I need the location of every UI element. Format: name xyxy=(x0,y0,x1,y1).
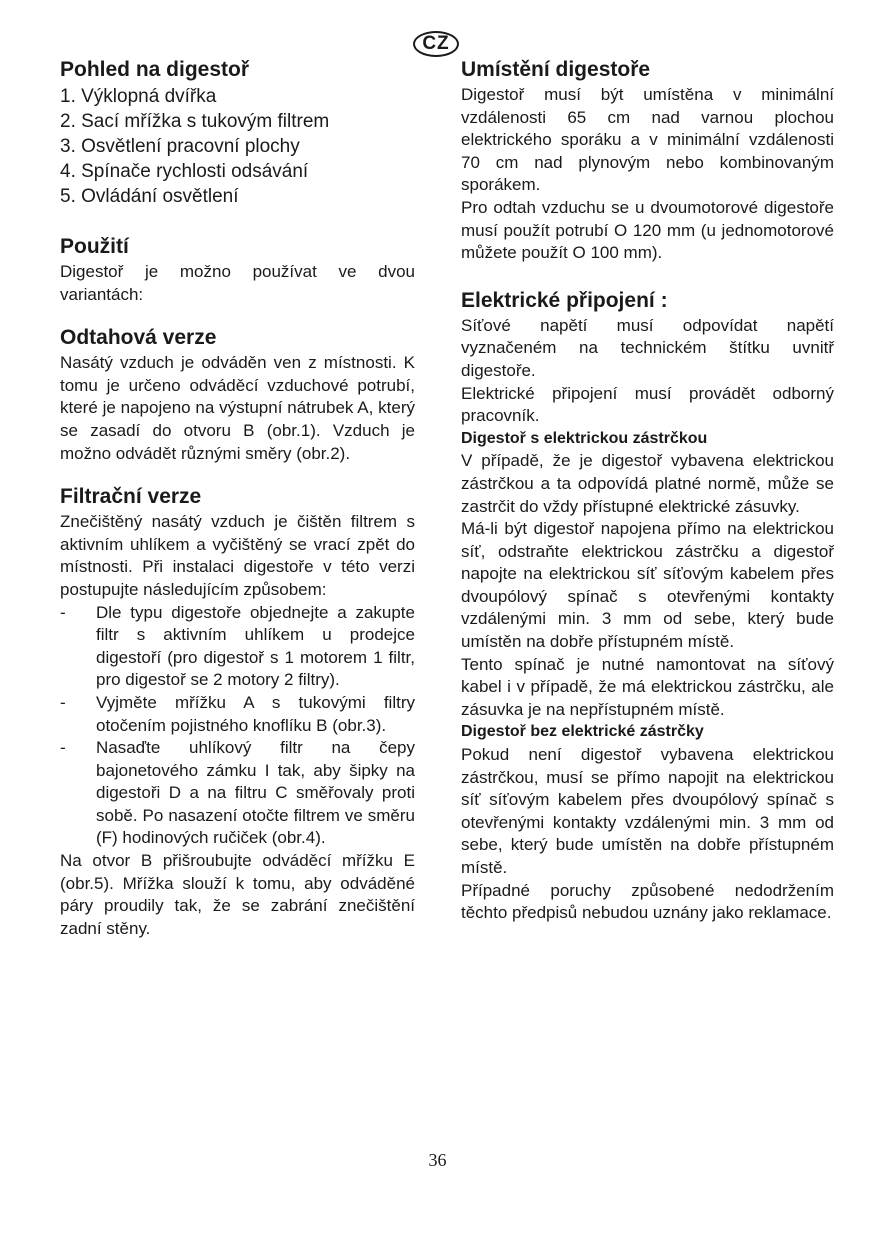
bullet-text: Dle typu digestoře objednejte a zakupte filtr s aktivním uhlíkem u prodejce digestoří (pro digestoř s 1 motorem 1 filtr, pro digestoř se 2 motory 2 filtry). xyxy=(96,602,415,690)
heading-placement: Umístění digestoře xyxy=(461,58,651,81)
exhaust-text: Nasátý vzduch je odváděn ven z místnosti. K tomu je určeno odváděcí vzduchové potrubí, které je napojeno na výstupní nátrubek A, který se zasadí do otvoru B (obr.1). Vzduch je možno odvádět různými směry (obr.2). xyxy=(60,353,415,463)
bullet-item: - Nasaďte uhlíkový filtr na čepy bajonetového zámku I tak, aby šipky na digestoři D a na filtru C směřovaly proti sobě. Po nasazení otočte filtrem ve směru (F) hodinových ručiček (obr.4). xyxy=(60,737,415,850)
no-plug-text: Pokud není digestoř vybavena elektrickou zástrčkou, musí se přímo napojit na elektrickou síť síťovým kabelem přes dvoupólový spínač s otevřenými kontakty vzdálenými min. 3 mm od sebe, který bude umístěn na dobře přístupném místě. xyxy=(461,745,834,877)
electrical-text: Síťové napětí musí odpovídat napětí vyznačeném na technickém štítku uvnitř digestoře. xyxy=(461,315,834,380)
usage-text: Digestoř je možno používat ve dvou variantách: xyxy=(60,262,415,304)
page-number: 36 xyxy=(428,1150,447,1170)
heading-filter-version: Filtrační verze xyxy=(60,485,202,509)
no-plug-text: Případné poruchy způsobené nedodržením těchto předpisů nebudou uznány jako reklamace. xyxy=(461,880,834,923)
plug-text: Má-li být digestoř napojena přímo na elektrickou síť, odstraňte elektrickou zástrčku a digestoř napojte na elektrickou síť síťovým kabelem přes dvoupólový spínač s otevřenými kontakty vzdálenými min. 3 mm od sebe, který bude umístěn na dobře přístupném místě. xyxy=(461,519,834,652)
placement-duct-text: Pro odtah vzduchu se u dvoumotorové digestoře musí použít potrubí O 120 mm (u jednomotorové můžete použít O 100 mm). xyxy=(461,197,834,263)
placement-text: Digestoř musí být umístěna v minimální vzdálenosti 65 cm nad varnou plochou elektrického sporáku a v minimální vzdálenosti 70 cm nad plynovým nebo kombinovaným sporákem. xyxy=(461,85,834,195)
heading-electrical: Elektrické připojení : xyxy=(461,288,668,312)
plug-text: Tento spínač je nutné namontovat na síťový kabel i v případě, že má elektrickou zástrčku, ale zásuvka je na nepřístupném místě. xyxy=(461,654,834,719)
list-item: 5. Ovládání osvětlení xyxy=(60,186,239,207)
bullet-text: Nasaďte uhlíkový filtr na čepy bajonetového zámku I tak, aby šipky na digestoři D a na filtru C směřovaly proti sobě. Po nasazení otočte filtrem ve směru (F) hodinových ručiček (obr.4). xyxy=(96,738,415,848)
bullet-item: - Vyjměte mřížku A s tukovými filtry otočením pojistného knoflíku B (obr.3). xyxy=(60,692,415,737)
language-badge: CZ xyxy=(413,31,459,57)
subheading-without-plug: Digestoř bez elektrické zástrčky xyxy=(461,723,704,741)
electrical-text: Elektrické připojení musí provádět odborný pracovník. xyxy=(461,383,834,426)
parts-list xyxy=(60,84,415,209)
bullet-item: - Dle typu digestoře objednejte a zakupte filtr s aktivním uhlíkem u prodejce digestoří (pro digestoř s 1 motorem 1 filtr, pro digestoř se 2 motory 2 filtry). xyxy=(60,602,415,692)
filter-text: Znečištěný nasátý vzduch je čištěn filtrem s aktivním uhlíkem a vyčištěný se vrací zpět do místnosti. Při instalaci digestoře v této verzi postupujte následujícím způsobem: xyxy=(60,512,415,599)
heading-exhaust-version: Odtahová verze xyxy=(60,326,217,350)
list-item: 1. Výklopná dvířka xyxy=(60,86,217,107)
subheading-with-plug: Digestoř s elektrickou zástrčkou xyxy=(461,429,708,447)
list-item: 3. Osvětlení pracovní plochy xyxy=(60,136,300,157)
bullet-text: Vyjměte mřížku A s tukovými filtry otočením pojistného knoflíku B (obr.3). xyxy=(96,692,415,735)
list-item: 2. Sací mřížka s tukovým filtrem xyxy=(60,111,330,132)
heading-usage: Použití xyxy=(60,235,129,258)
left-column xyxy=(60,56,415,940)
right-column xyxy=(461,56,834,925)
heading-hood-view: Pohled na digestoř xyxy=(60,58,250,81)
plug-text: V případě, že je digestoř vybavena elektrickou zástrčkou a ta odpovídá platné normě, může se zastrčit do vždy přístupné elektrické zásuvky. xyxy=(461,451,834,516)
list-item: 4. Spínače rychlosti odsávání xyxy=(60,161,309,182)
closing-text: Na otvor B přišroubujte odváděcí mřížku E (obr.5). Mřížka slouží k tomu, aby odváděné páry proudily tak, že se zabrání znečištění zadní stěny. xyxy=(60,851,415,938)
